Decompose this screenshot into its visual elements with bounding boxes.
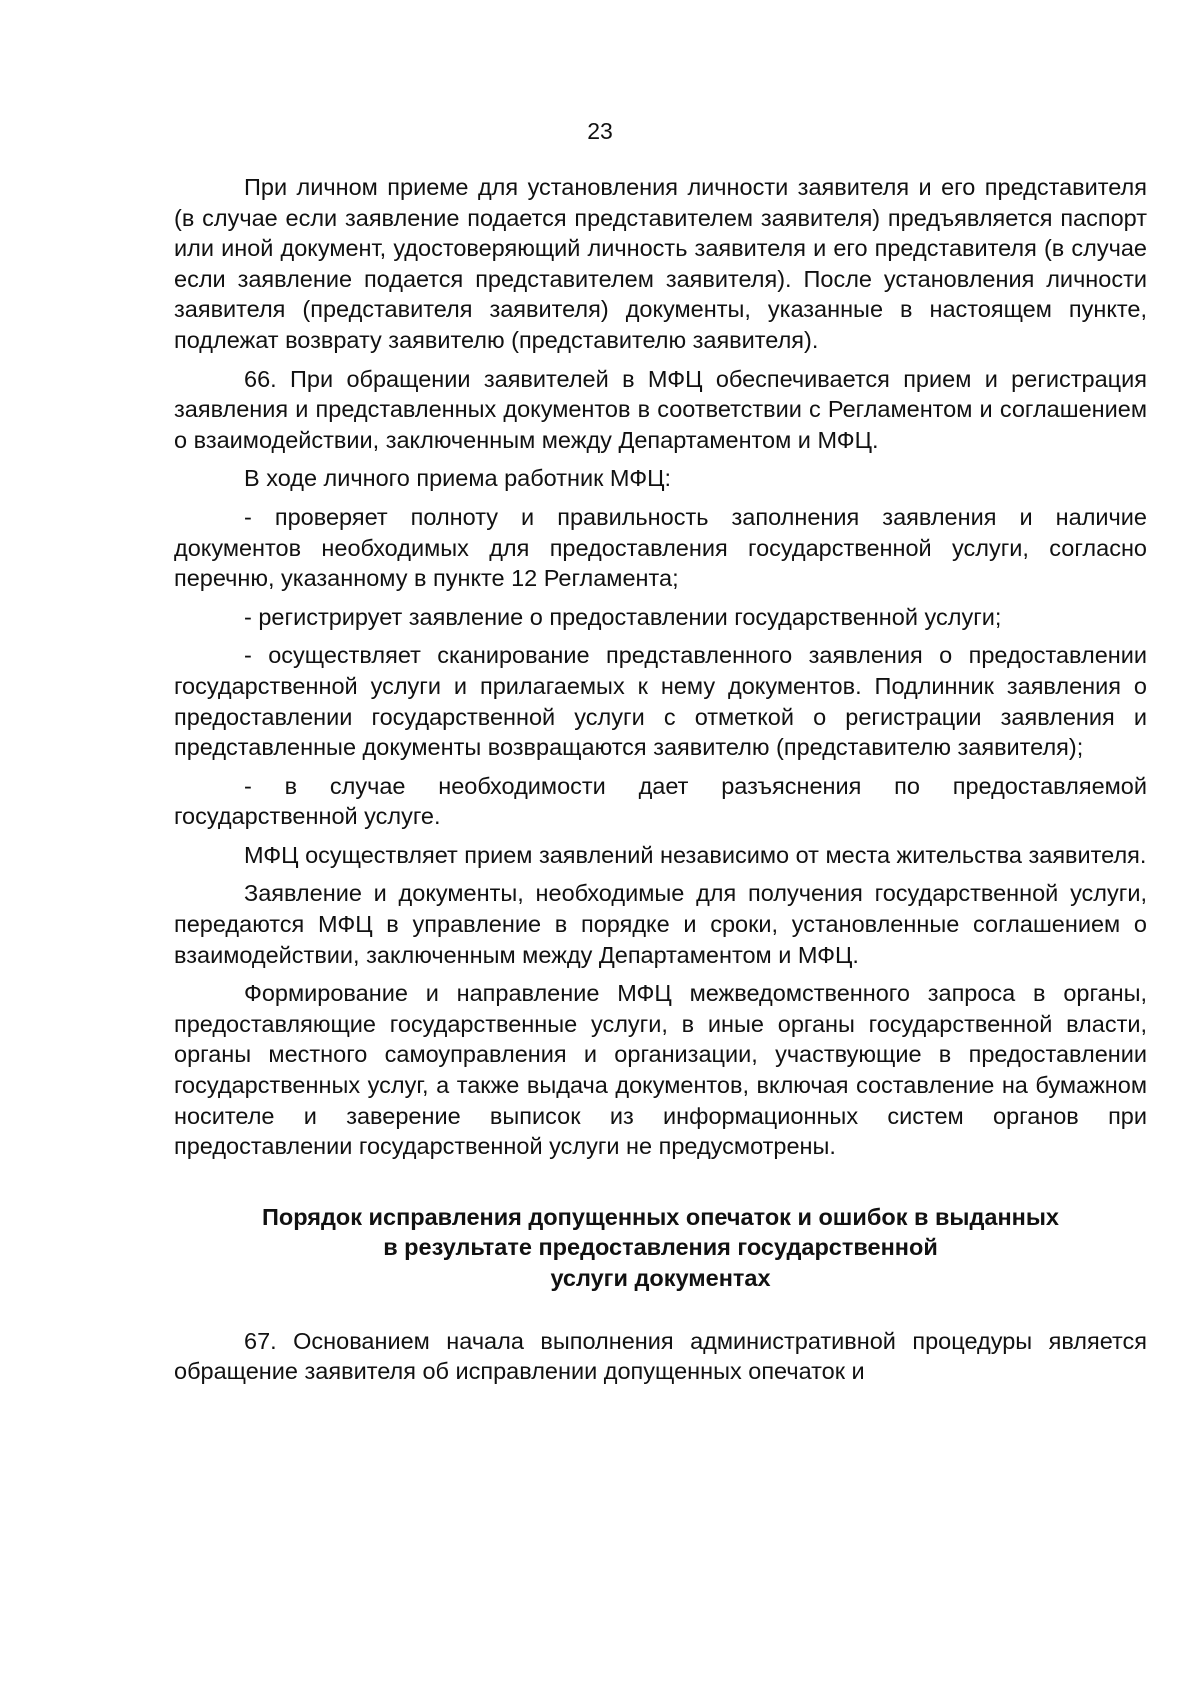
paragraph-66-mfc-reception: 66. При обращении заявителей в МФЦ обеспечивается прием и регистрация заявления и представленных документов в соответствии с Регламентом и соглашением о взаимодействии, заключенным между Департаментом и МФЦ.	[174, 365, 1147, 453]
list-item-scan-documents: - осуществляет сканирование представленного заявления о предоставлении государственной услуги и прилагаемых к нему документов. Подлинник заявления о предоставлении государственной услуги с отметкой о регистрации заявления и представленные документы возвращаются заявителю (представителю заявителя);	[174, 642, 1147, 761]
section-heading-line-3: услуги документах	[550, 1265, 771, 1291]
list-item-explanations: - в случае необходимости дает разъяснения по предоставляемой государственной услуге.	[174, 772, 1147, 830]
section-heading	[174, 1202, 1147, 1294]
paragraph-interagency-request: Формирование и направление МФЦ межведомственного запроса в органы, предоставляющие государственные услуги, в иные органы государственной власти, органы местного самоуправления и организации, участвующие в предоставлении государственных услуг, а также выдача документов, включая составление на бумажном носителе и заверение выписок из информационных систем органов при предоставлении государственной услуги не предусмотрены.	[174, 980, 1147, 1160]
document-body	[174, 172, 1147, 1395]
paragraph-residence-independent: МФЦ осуществляет прием заявлений независимо от места жительства заявителя.	[244, 841, 1147, 868]
list-item-register-application: - регистрирует заявление о предоставлении государственной услуги;	[244, 603, 1002, 630]
list-item-check-completeness: - проверяет полноту и правильность заполнения заявления и наличие документов необходимых для предоставления государственной услуги, согласно перечню, указанному в пункте 12 Регламента;	[174, 503, 1147, 592]
paragraph-67-correction-basis: 67. Основанием начала выполнения административной процедуры является обращение заявителя об исправлении допущенных опечаток и	[174, 1327, 1147, 1385]
paragraph-documents-transfer: Заявление и документы, необходимые для получения государственной услуги, передаются МФЦ в управление в порядке и сроки, установленные соглашением о взаимодействии, заключенным между Департаментом и МФЦ.	[174, 880, 1147, 968]
paragraph-mfc-worker-intro: В ходе личного приема работник МФЦ:	[244, 465, 672, 492]
page-number: 23	[587, 118, 613, 144]
section-heading-line-1: Порядок исправления допущенных опечаток и ошибок в выданных	[261, 1203, 1059, 1230]
paragraph-identity-check: При личном приеме для установления личности заявителя и его представителя (в случае если заявление подается представителем заявителя) предъявляется паспорт или иной документ, удостоверяющий личность заявителя и его представителя (в случае если заявление подается представителем заявителя). После установления личности заявителя (представителя заявителя) документы, указанные в настоящем пункте, подлежат возврату заявителю (представителю заявителя).	[174, 174, 1147, 353]
section-heading-line-2: в результате предоставления государственной	[383, 1234, 938, 1261]
